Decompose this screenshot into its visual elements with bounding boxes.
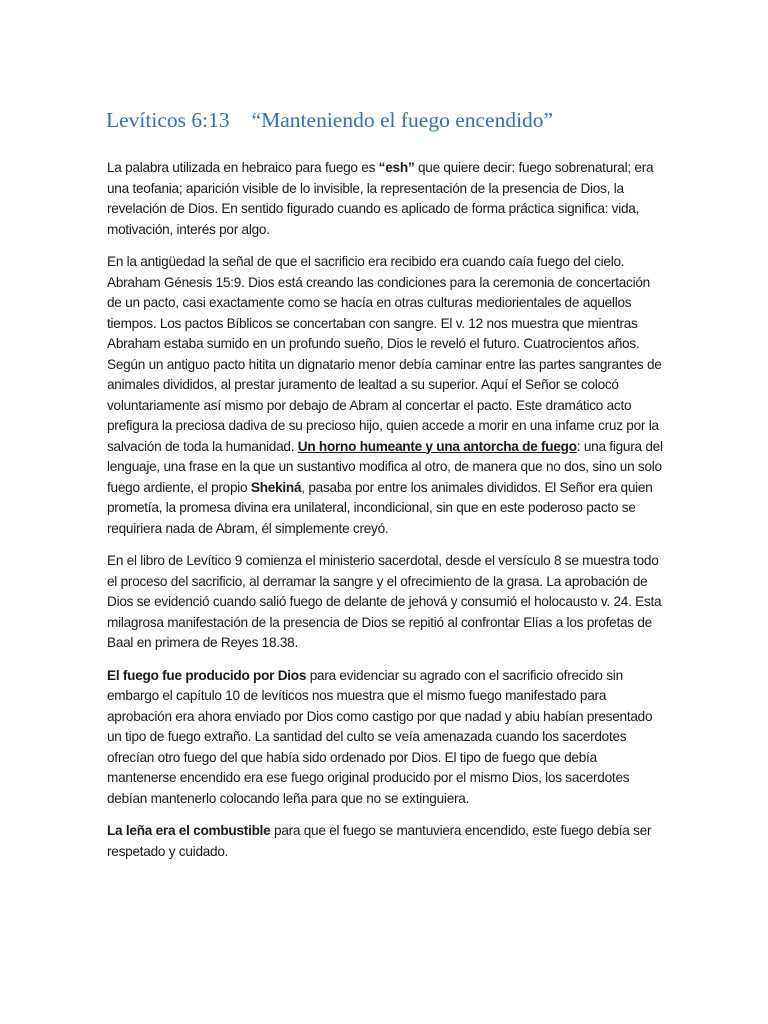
- document-title: [106, 106, 706, 134]
- paragraph-2-underlined-phrase: Un horno humeante y una antorcha de fuego: [297, 438, 577, 454]
- paragraph-5: [107, 821, 665, 862]
- title-text: “Manteniendo el fuego encendido”: [251, 108, 554, 132]
- paragraph-2: [107, 252, 665, 539]
- paragraph-1: [107, 158, 665, 240]
- paragraph-2-keyword-shekina: Shekiná: [250, 479, 302, 495]
- title-reference: Levíticos 6:13: [106, 108, 230, 132]
- paragraph-3: [107, 551, 665, 654]
- paragraph-1-keyword-esh: “esh”: [378, 160, 415, 175]
- paragraph-2-text-a: En la antigüedad la señal de que el sacrificio era recibido era cuando caía fuego del cielo. Abraham Génesis 15:9. Dios está creando las condiciones para la ceremonia de concertación de un pacto, casi exactamente como se hacía en otras culturas mediorientales de aquellos tiempos. Los pactos Bíblicos se concertaban con sangre. El v. 12 nos muestra que mientras Abraham estaba sumido en un profundo sueño, Dios le reveló el futuro. Cuatrocientos años. Según un antiguo pacto hitita un dignatario menor debía caminar entre las partes sangrantes de animales divididos, al prestar juramento de lealtad a su superior. Aquí el Señor se colocó voluntariamente así mismo por debajo de Abram al concertar el pacto. Este dramático acto prefigura la preciosa dadiva de su precioso hijo, quien accede a morir en una infame cruz por la salvación de toda la humanidad.: [107, 254, 662, 454]
- paragraph-2-text-c: : una figura del lenguaje, una frase en la que un sustantivo modifica al otro, de manera que no dos, sino un solo fuego ardiente, el propio: [107, 438, 663, 495]
- paragraph-2-text-e: , pasaba por entre los animales divididos. El Señor era quien prometía, la promesa divina era unilateral, incondicional, sin que en este poderoso pacto se requiriera nada de Abram, él simplemente creyó.: [107, 479, 653, 536]
- paragraph-5-text: para que el fuego se mantuviera encendido, este fuego debía ser respetado y cuidado.: [107, 823, 652, 859]
- paragraph-4-text: para evidenciar su agrado con el sacrificio ofrecido sin embargo el capítulo 10 de levíticos nos muestra que el mismo fuego manifestado para aprobación era ahora enviado por Dios como castigo por que nadad y abiu habían presentado un tipo de fuego extraño. La santidad del culto se veía amenazada cuando los sacerdotes ofrecían otro fuego del que había sido ordenado por Dios. El tipo de fuego que debía mantenerse encendido era ese fuego original producido por el mismo Dios, los sacerdotes debían mantenerlo colocando leña para que no se extinguiera.: [107, 667, 653, 806]
- paragraph-3-text: En el libro de Levítico 9 comienza el ministerio sacerdotal, desde el versículo 8 se muestra todo el proceso del sacrificio, al derramar la sangre y el ofrecimiento de la grasa. La aprobación de Dios se evidenció cuando salió fuego de delante de jehová y consumió el holocausto v. 24. Esta milagrosa manifestación de la presencia de Dios se repitió al confrontar Elías a los profetas de Baal en primera de Reyes 18.38.: [107, 553, 662, 650]
- paragraph-4-lead-bold: El fuego fue producido por Dios: [107, 667, 307, 683]
- paragraph-4: [107, 666, 665, 810]
- paragraph-1-text-a: La palabra utilizada en hebraico para fuego es: [107, 160, 379, 175]
- paragraph-1-text-c: que quiere decir: fuego sobrenatural; era una teofania; aparición visible de lo invisible, la representación de la presencia de Dios, la revelación de Dios. En sentido figurado cuando es aplicado de forma práctica significa: vida, motivación, interés por algo.: [107, 160, 654, 237]
- document-body: [107, 158, 665, 874]
- paragraph-5-lead-bold: La leña era el combustible: [107, 823, 271, 838]
